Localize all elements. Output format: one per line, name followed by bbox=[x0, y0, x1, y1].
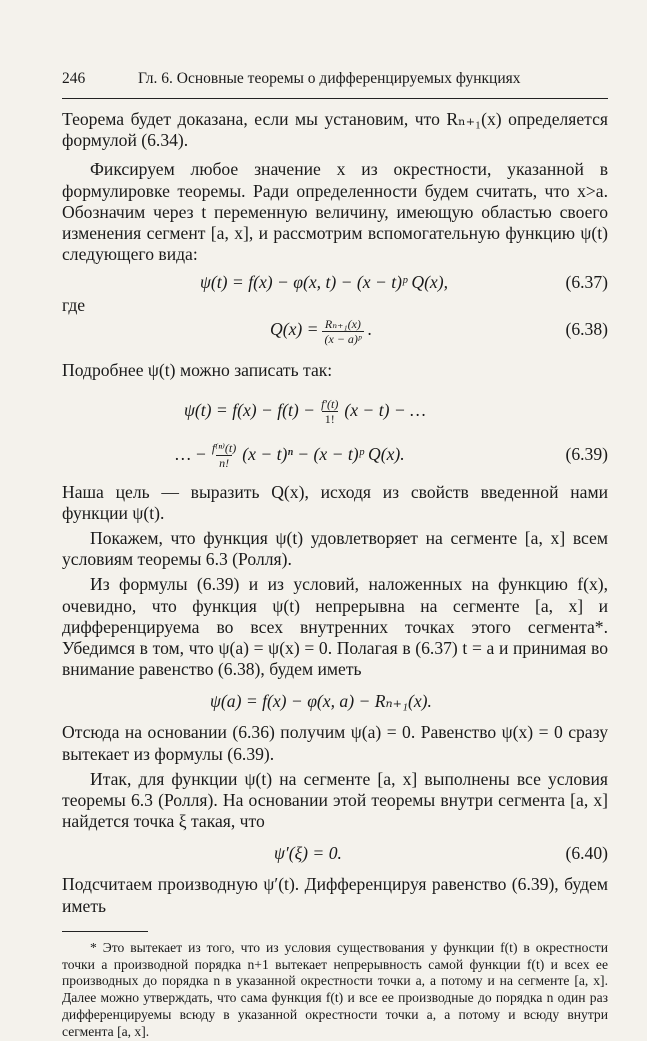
paragraph-1: Теорема будет доказана, если мы установим, что Rₙ₊₁(x) определяется формулой (6.34). bbox=[62, 109, 608, 151]
formula-6-37-body: ψ(t) = f(x) − φ(x, t) − (x − t)ᵖ Q(x), bbox=[200, 272, 448, 293]
paragraph-5: Покажем, что функция ψ(t) удовлетворяет на сегменте [a, x] всем условиям теоремы 6.3 (Ролля). bbox=[62, 528, 608, 570]
formula-6-38-body bbox=[270, 312, 372, 346]
formula-6-39-line-1 bbox=[62, 392, 608, 428]
formula-6-39-line-1-body bbox=[184, 392, 426, 428]
formula-6-40 bbox=[62, 840, 608, 866]
footnote: * Это вытекает из того, что из условия существования у функции f(t) в окрестности точки a производной порядка n+1 вытекает непрерывность самой функции f(t) и всех ее производных до порядка n в указанной окрестности точки a, а потому и на сегменте [a, x]. Далее можно утверждать, что сама функция f(t) и все ее производные до порядка n один раз дифференцируемы всюду в указанной окрестности точки a, а потому и всюду внутри сегмента [a, x]. bbox=[62, 939, 608, 1039]
formula-6-39-line-2 bbox=[62, 434, 608, 474]
running-header bbox=[62, 70, 608, 90]
header-rule bbox=[62, 98, 608, 99]
paragraph-3: Подробнее ψ(t) можно записать так: bbox=[62, 360, 333, 381]
formula-6-39-line-1-fraction bbox=[318, 397, 341, 426]
formula-6-39-number: (6.39) bbox=[565, 443, 608, 464]
formula-6-39-line-1-denominator: 1! bbox=[322, 411, 338, 426]
formula-6-37 bbox=[62, 269, 608, 295]
paragraph-4: Наша цель — выразить Q(x), исходя из свойств введенной нами функции ψ(t). bbox=[62, 481, 608, 523]
formula-6-37-number: (6.37) bbox=[565, 272, 608, 293]
formula-psi-a bbox=[62, 688, 608, 714]
formula-6-38-number: (6.38) bbox=[565, 319, 608, 340]
formula-6-40-body: ψ′(ξ) = 0. bbox=[274, 843, 342, 864]
page bbox=[62, 70, 608, 1041]
formula-psi-a-body: ψ(a) = f(x) − φ(x, a) − Rₙ₊₁(x). bbox=[210, 691, 432, 712]
formula-6-39-line-1-numerator: f′(t) bbox=[321, 397, 339, 412]
formula-6-39-line-1-lhs: ψ(t) = f(x) − f(t) − bbox=[184, 399, 316, 420]
paragraph-9: Подсчитаем производную ψ′(t). Дифференцируя равенство (6.39), будем иметь bbox=[62, 874, 608, 916]
formula-6-39-line-2-fraction bbox=[209, 441, 239, 470]
where-word: где bbox=[62, 295, 86, 316]
formula-6-39-line-2-body bbox=[174, 434, 405, 474]
formula-6-38 bbox=[62, 312, 608, 346]
running-title: Гл. 6. Основные теоремы о дифференцируемых функциях bbox=[138, 70, 521, 87]
paragraph-7: Отсюда на основании (6.36) получим ψ(a) = 0. Равенство ψ(x) = 0 сразу вытекает из формулы (6.39). bbox=[62, 722, 608, 764]
formula-6-39-line-2-tail: (x − t)ⁿ − (x − t)ᵖ Q(x). bbox=[242, 443, 405, 464]
formula-6-39-line-1-tail: (x − t) − … bbox=[344, 399, 426, 420]
paragraph-6: Из формулы (6.39) и из условий, наложенных на функцию f(x), очевидно, что функция ψ(t) непрерывна на сегменте [a, x] и дифференцируема во всех внутренних точках этого сегмента*. Убедимся в том, что ψ(a) = ψ(x) = 0. Полагая в (6.37) t = a и принимая во внимание равенство (6.38), будем иметь bbox=[62, 574, 608, 680]
footnote-rule bbox=[62, 931, 148, 932]
formula-6-38-fraction bbox=[322, 317, 365, 346]
formula-6-39-line-2-lhs: … − bbox=[174, 443, 206, 464]
formula-6-38-numerator: Rₙ₊₁(x) bbox=[324, 316, 361, 331]
formula-6-38-lhs: Q(x) = bbox=[270, 319, 319, 340]
paragraph-2: Фиксируем любое значение x из окрестности, указанной в формулировке теоремы. Ради определенности будем считать, что x>a. Обозначим через t переменную величину, имеющую областью своего изменения сегмент [a, x], и рассмотрим вспомогательную функцию ψ(t) следующего вида: bbox=[62, 159, 608, 265]
formula-6-40-number: (6.40) bbox=[565, 843, 608, 864]
formula-6-39-line-2-denominator: n! bbox=[216, 455, 232, 470]
formula-6-38-tail: . bbox=[367, 319, 372, 340]
paragraph-8: Итак, для функции ψ(t) на сегменте [a, x] выполнены все условия теоремы 6.3 (Ролля). На основании этой теоремы внутри сегмента [a, x] найдется точка ξ такая, что bbox=[62, 768, 608, 832]
formula-6-39-line-2-numerator: f⁽ⁿ⁾(t) bbox=[211, 441, 237, 456]
formula-6-38-denominator: (x − a)ᵖ bbox=[322, 331, 365, 346]
page-number: 246 bbox=[62, 70, 86, 87]
